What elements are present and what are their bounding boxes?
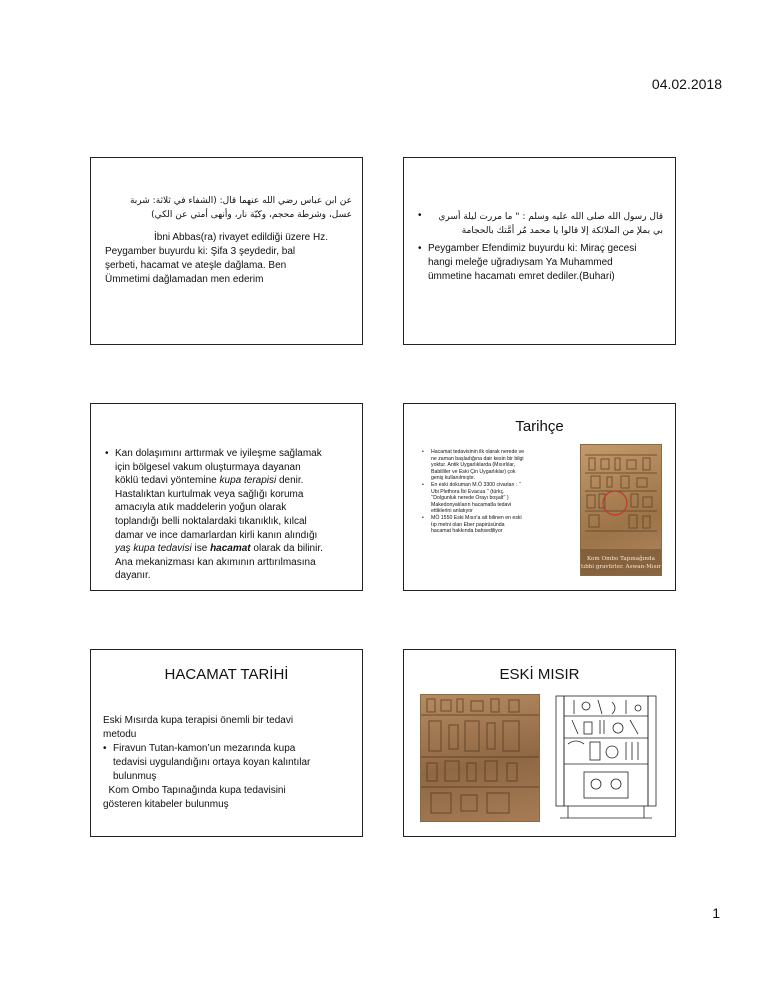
translation-line-1: • Peygamber Efendimiz buyurdu ki: Miraç gecesi [418,242,665,256]
bullet-line: • MÖ 1550 Eski Mısır'a ait bilinen en eski [431,514,522,521]
bullet-line: • En eski dokuman M.Ö 3300 civarları : ‘’ [431,481,522,488]
paragraph-line-4: gösteren kitabeler bulunmuş [103,799,229,810]
definition-line-3 [105,474,354,488]
kom-ombo-relief-image [580,444,662,576]
definition-line-10: dayanır. [115,570,151,582]
bullet-line: ‘’Dolgunluk nerede Orayı boşalt’’ ) [431,495,509,502]
text-span: olarak da bilinir. [250,543,323,555]
translation-line-4: Ümmetimi dağlamadan men ederim [105,274,264,285]
definition-line-2: için bölgesel vakum oluşturmaya dayanan [115,461,301,473]
definition-line-4: Hastalıktan kurtulmak veya sağlığı koruma [115,488,304,500]
instrument-drawing-graphic [554,694,662,820]
history-bullet-2 [422,482,572,515]
bullet-line: ne zaman başladığına dair kesin bir bilgi [431,455,524,462]
page-number: 1 [712,905,720,921]
text-span: köklü tedavi yöntemine [115,475,220,487]
arabic-quote [101,194,352,222]
bullet-line: ettiklerini anlatıyor [431,508,473,515]
hieroglyph-carving-graphic [421,695,539,821]
term-yas-kupa: yaş kupa tedavisi [115,543,192,555]
history-bullets [422,449,572,535]
definition-line-1: • Kan dolaşımını arttırmak ve iyileşme sağlamak [105,447,354,461]
bullet-line-1: • Firavun Tutan-kamon’un mezarında kupa [103,742,354,756]
definition-line-9: Ana mekanizması kan akımının arttırılmasına [115,556,316,568]
term-kupa-terapisi: kupa terapisi [219,475,277,487]
definition-line-8 [105,542,354,556]
bullet-icon: • [418,210,422,221]
history-text [103,714,354,812]
caption-line-2: tıbbi gravürler. Aswan-Mısır [581,564,661,570]
text-span: ise [191,543,211,555]
tool-line-drawing [554,694,662,820]
bullet-line-2: tedavisi uygulandığını ortaya koyan kalıntılar [113,757,311,768]
arabic-bullet [418,210,663,238]
slide-title: Tarihçe [515,418,564,435]
paragraph-line-3: Kom Ombo Tapınağında kupa tedavisini [103,785,286,796]
bullet-line-3: bulunmuş [113,771,157,782]
translation-line-3: ümmetine hacamatı emret dediler.(Buhari) [428,271,615,282]
slide-cupping-definition [90,403,363,591]
bullet-line: hacamat hakkında bahsediliyor [431,528,503,535]
term-hacamat: hacamat [210,543,251,555]
text-span: denir. [276,475,304,487]
arabic-line-1: قال رسول الله صلى الله عليه وسلم : " ما مررت ليلة أسري [438,212,663,222]
bullet-line: tıp metni olan Eber papirüsünda [431,521,505,528]
slide-hadith-miraj [403,157,676,345]
translation-line-2: Peygamber buyurdu ki: Şifa 3 şeydedir, bal [105,246,296,257]
translation-bullet [418,242,665,284]
arabic-line-2: بي بملإ من الملائكة إلا قالوا يا محمد مُر أمَّتك بالحجامة [461,226,663,236]
bullet-line: Makedonyalıların hacamatla tedavi [431,501,512,508]
translation-line-1: İbni Abbas(ra) rivayet edildiği üzere Hz. [154,232,328,243]
relief-carving-graphic [581,445,661,575]
translation-line-2: hangi meleğe uğradıysam Ya Muhammed [428,257,613,268]
arabic-line-2: عسل، وشرطة محجم، وكيّة نار، وأنهى أمتي عن الكي) [151,210,352,220]
definition-line-5: amacıyla atık maddelerin yoğun olarak [115,502,287,514]
caption-line-1: Kom Ombo Tapınağında [587,556,655,562]
bullet-line: yoktur. Antik Uygarlıklarda (Mısırlılar, [431,462,516,469]
slide-eski-misir [403,649,676,837]
bullet-line: • Hacamat tedavisinin ilk olarak nerede ve [431,449,525,455]
slide-hacamat-tarihi [90,649,363,837]
slide-tarihce [403,403,676,591]
bullet-line: geniş kullanılmıştır. [431,475,476,482]
stone-relief-photo [420,694,540,822]
document-date: 04.02.2018 [651,76,722,92]
definition-line-7: damar ve ince damarlardan kirli kanın alındığı [115,529,318,541]
translation-line-3: şerbeti, hacamat ve ateşle dağlama. Ben [105,260,287,271]
arabic-line-1: عن ابن عباس رضي الله عنهما قال: (الشفاء في ثلاثة: شربة [129,196,352,206]
definition-text [105,447,354,583]
paragraph-line-2: metodu [103,729,137,740]
slide-title: ESKİ MISIR [499,666,580,683]
bullet-line: Ubi Plethora İbi Evacua ‘’ (türkç. [431,488,505,495]
history-bullet-1 [422,449,572,482]
slide-hadith-ibn-abbas [90,157,363,345]
history-bullet-3 [422,515,572,535]
definition-line-6: toplandığı belli noktalardaki tıkanıklık, kılcal [115,515,307,527]
hadith-translation [105,231,352,287]
bullet-line: Babilliler ve Eski Çin Uygarlıklar) çok [431,468,516,475]
slide-title: HACAMAT TARİHİ [164,666,289,683]
paragraph-line-1: Eski Mısırda kupa terapisi önemli bir tedavi [103,715,294,726]
